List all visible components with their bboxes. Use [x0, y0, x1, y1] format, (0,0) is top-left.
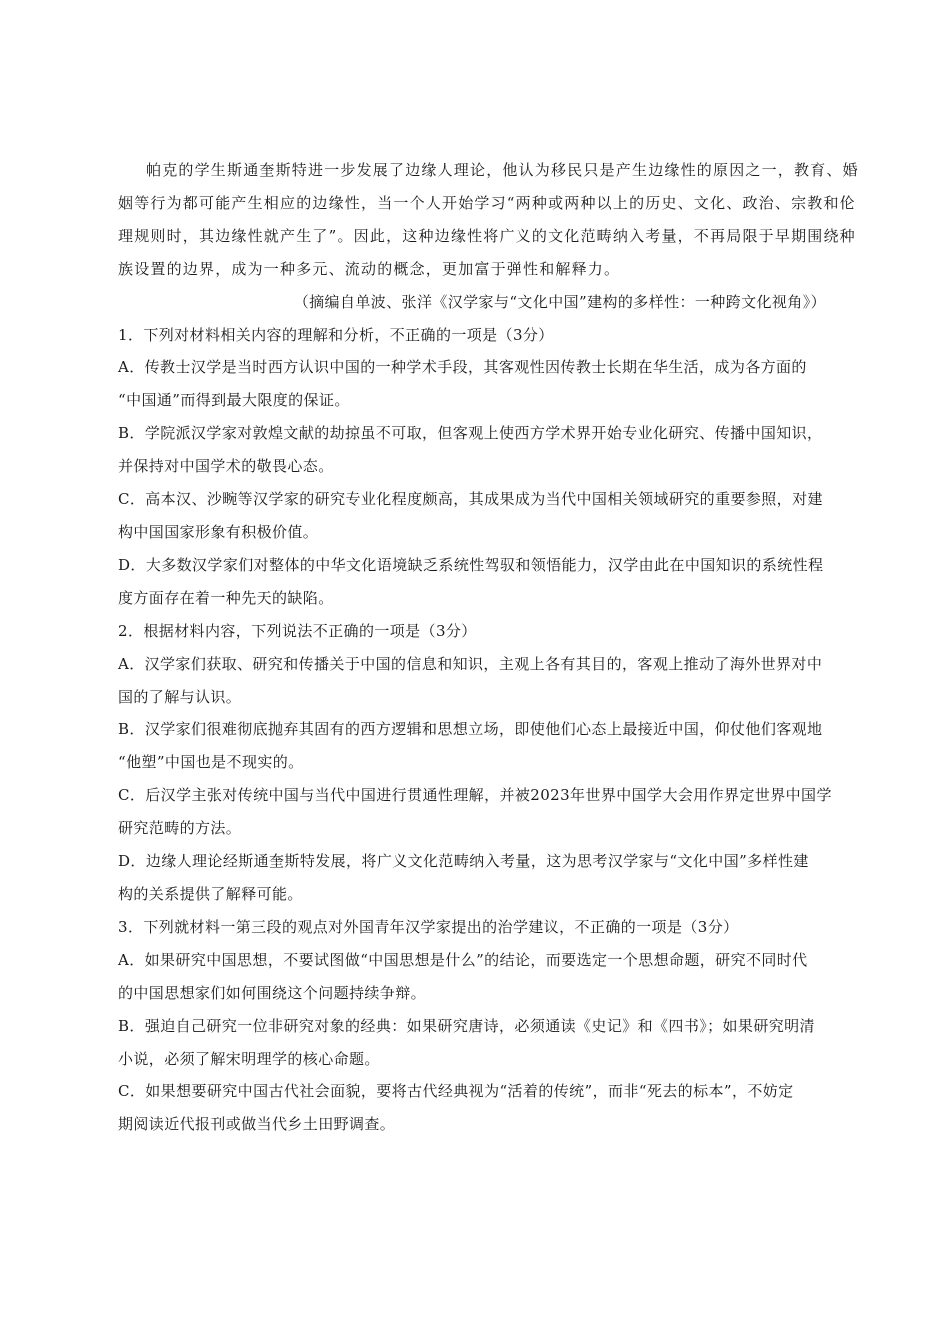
- passage-line: 姻等行为都可能产生相应的边缘性，当一个人开始学习“两种或两种以上的历史、文化、政治、宗教和伦: [118, 194, 856, 212]
- q1-option-d-line1: D．大多数汉学家们对整体的中华文化语境缺乏系统性驾驭和领悟能力，汉学由此在中国知识的系统性程: [118, 556, 824, 574]
- q2-option-d-line1: D．边缘人理论经斯通奎斯特发展，将广义文化范畴纳入考量，这为思考汉学家与“文化中国”多样性建: [118, 852, 809, 870]
- q2-option-a-line1: A．汉学家们获取、研究和传播关于中国的信息和知识，主观上各有其目的，客观上推动了海外世界对中: [118, 655, 823, 673]
- q1-option-c-line2: 构中国国家形象有积极价值。: [118, 523, 319, 541]
- q1-option-d-line2: 度方面存在着一种先天的缺陷。: [118, 589, 334, 607]
- q3-option-b-line2: 小说，必须了解宋明理学的核心命题。: [118, 1050, 380, 1068]
- q1-option-a-line1: A．传教士汉学是当时西方认识中国的一种学术手段，其客观性因传教士长期在华生活，成为各方面的: [118, 358, 807, 376]
- question-1-stem: 1．下列对材料相关内容的理解和分析，不正确的一项是（3分）: [118, 326, 554, 344]
- question-3-stem: 3．下列就材料一第三段的观点对外国青年汉学家提出的治学建议，不正确的一项是（3分）: [118, 918, 739, 936]
- passage-line: 帕克的学生斯通奎斯特进一步发展了边缘人理论，他认为移民只是产生边缘性的原因之一，教育、婚: [146, 161, 859, 179]
- question-2-stem: 2．根据材料内容，下列说法不正确的一项是（3分）: [118, 622, 477, 640]
- passage-citation: （摘编自单波、张洋《汉学家与“文化中国”建构的多样性：一种跨文化视角》）: [293, 293, 826, 311]
- q1-option-b-line1: B．学院派汉学家对敦煌文献的劫掠虽不可取，但客观上使西方学术界开始专业化研究、传播中国知识，: [118, 424, 823, 442]
- q1-option-b-line2: 并保持对中国学术的敬畏心态。: [118, 457, 334, 475]
- q2-option-c-line1: C．后汉学主张对传统中国与当代中国进行贯通性理解，并被2023年世界中国学大会用作界定世界中国学: [118, 786, 832, 804]
- q3-option-c-line2: 期阅读近代报刊或做当代乡土田野调查。: [118, 1115, 396, 1133]
- q2-option-b-line1: B．汉学家们很难彻底抛弃其固有的西方逻辑和思想立场，即使他们心态上最接近中国，仰仗他们客观地: [118, 720, 823, 738]
- passage-line: 理规则时，其边缘性就产生了”。因此，这种边缘性将广义的文化范畴纳入考量，不再局限于早期围绕种: [118, 227, 856, 245]
- q2-option-c-line2: 研究范畴的方法。: [118, 819, 242, 837]
- q1-option-c-line1: C．高本汉、沙畹等汉学家的研究专业化程度颇高，其成果成为当代中国相关领域研究的重要参照，对建: [118, 490, 823, 508]
- q2-option-a-line2: 国的了解与认识。: [118, 688, 242, 706]
- q3-option-b-line1: B．强迫自己研究一位非研究对象的经典：如果研究唐诗，必须通读《史记》和《四书》；如果研究明清: [118, 1017, 815, 1035]
- q3-option-a-line2: 的中国思想家们如何围绕这个问题持续争辩。: [118, 984, 427, 1002]
- q3-option-a-line1: A．如果研究中国思想，不要试图做“中国思想是什么”的结论，而要选定一个思想命题，研究不同时代: [118, 951, 808, 969]
- passage-line: 族设置的边界，成为一种多元、流动的概念，更加富于弹性和解释力。: [118, 260, 621, 278]
- q1-option-a-line2: “中国通”而得到最大限度的保证。: [118, 391, 350, 409]
- q3-option-c-line1: C．如果想要研究中国古代社会面貌，要将古代经典视为“活着的传统”，而非“死去的标本”，不妨定: [118, 1082, 794, 1100]
- q2-option-b-line2: “他塑”中国也是不现实的。: [118, 753, 304, 771]
- q2-option-d-line2: 构的关系提供了解释可能。: [118, 885, 303, 903]
